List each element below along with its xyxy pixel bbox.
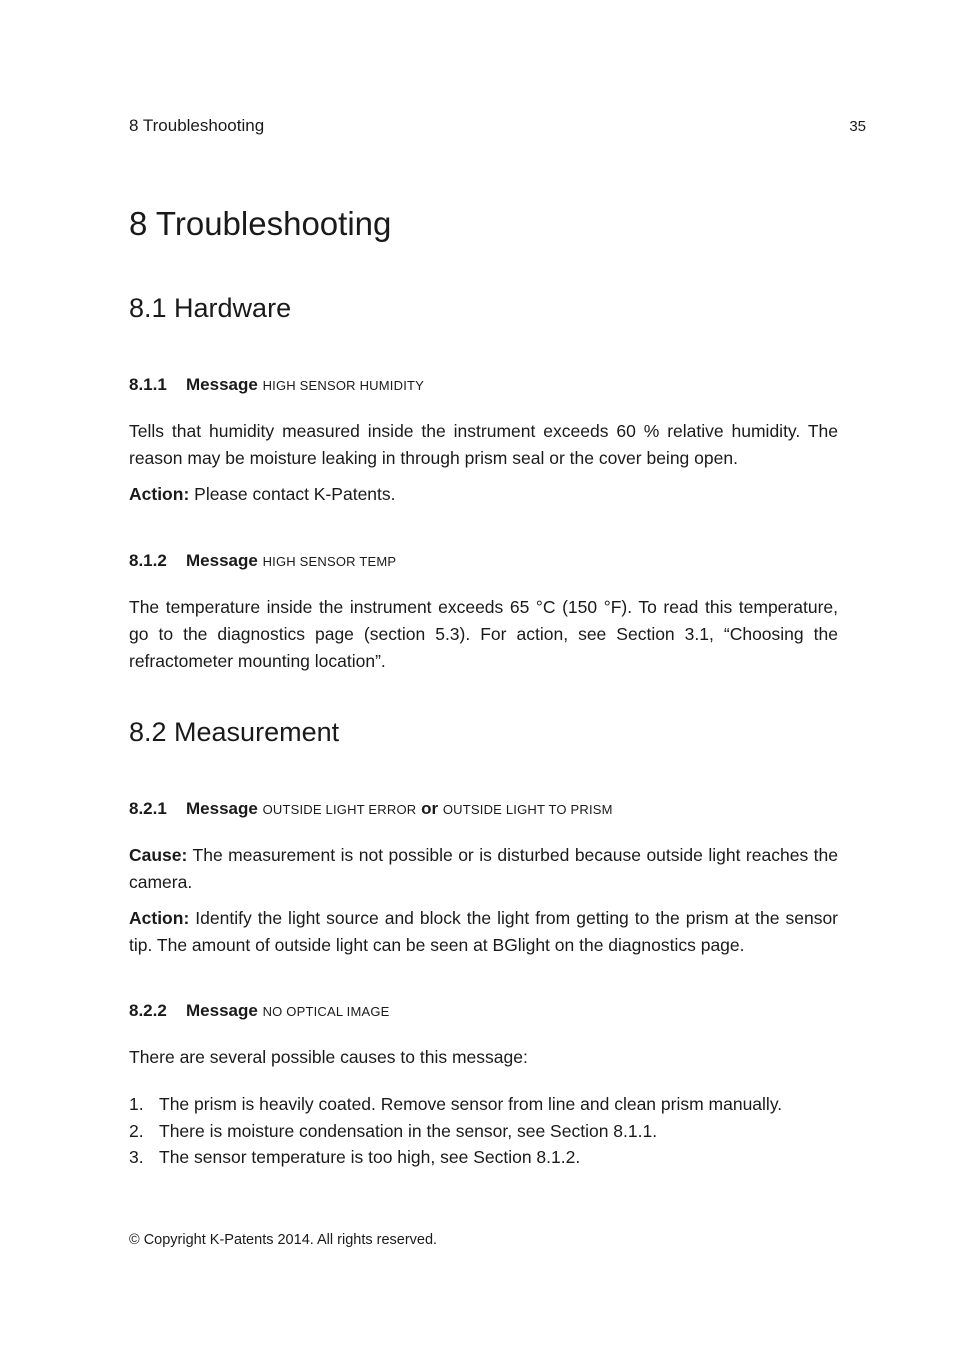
message-code-b: OUTSIDE LIGHT TO PRISM	[442, 802, 613, 817]
paragraph-causes-intro: There are several possible causes to this message:	[129, 1047, 528, 1067]
list-item: 3. The sensor temperature is too high, see Section 8.1.2.	[129, 1147, 581, 1167]
section-title-measurement: 8.2 Measurement	[129, 717, 340, 747]
page-number: 35	[849, 118, 866, 135]
subsection-number: 8.1.1	[129, 375, 167, 394]
list-item: 1. The prism is heavily coated. Remove sensor from line and clean prism manually.	[129, 1094, 783, 1114]
action-text: Please contact K-Patents.	[189, 484, 396, 504]
chapter-title: 8 Troubleshooting	[129, 205, 392, 242]
action-text: Identify the light source and block the light from getting to the prism at the sensor tip. The amount of outside light can be seen at BGlight on the diagnostics page.	[129, 908, 838, 955]
paragraph-action-humidity	[129, 481, 838, 508]
subsection-label: Message	[186, 1001, 258, 1020]
subsection-number: 8.2.2	[129, 1001, 167, 1020]
subsection-label: Message	[186, 551, 258, 570]
subsection-heading-8-1-1	[129, 375, 424, 395]
cause-label: Cause:	[129, 845, 188, 865]
subsection-heading-8-2-2	[129, 1001, 390, 1021]
cause-text: The measurement is not possible or is disturbed because outside light reaches the camera.	[129, 845, 838, 892]
subsection-number: 8.1.2	[129, 551, 167, 570]
copyright-footer: © Copyright K-Patents 2014. All rights reserved.	[129, 1232, 438, 1248]
subsection-heading-8-1-2	[129, 551, 396, 571]
or-word: or	[421, 799, 439, 818]
list-item: 2. There is moisture condensation in the sensor, see Section 8.1.1.	[129, 1120, 658, 1141]
running-header: 8 Troubleshooting	[129, 116, 265, 135]
message-code: NO OPTICAL IMAGE	[262, 1004, 390, 1019]
subsection-number: 8.2.1	[129, 799, 167, 818]
subsection-label: Message	[186, 799, 258, 818]
message-code-a: OUTSIDE LIGHT ERROR	[262, 802, 417, 817]
causes-list	[129, 1091, 849, 1171]
message-code: HIGH SENSOR HUMIDITY	[262, 378, 425, 393]
subsection-heading-8-2-1	[129, 799, 613, 819]
paragraph-cause	[129, 842, 838, 896]
message-code: HIGH SENSOR TEMP	[262, 554, 397, 569]
action-label: Action:	[129, 484, 190, 504]
subsection-label: Message	[186, 375, 258, 394]
section-title-hardware: 8.1 Hardware	[129, 293, 292, 323]
paragraph-temperature: The temperature inside the instrument exceeds 65 °C (150 °F). To read this temperature, go to the diagnostics page (section 5.3). For action, see Section 3.1, “Choosing the refractometer mounting location”.	[129, 597, 838, 671]
paragraph-action-light	[129, 905, 838, 959]
paragraph-humidity: Tells that humidity measured inside the instrument exceeds 60 % relative humidity. The reason may be moisture leaking in through prism seal or the cover being open.	[129, 421, 838, 468]
action-label: Action:	[129, 908, 190, 928]
